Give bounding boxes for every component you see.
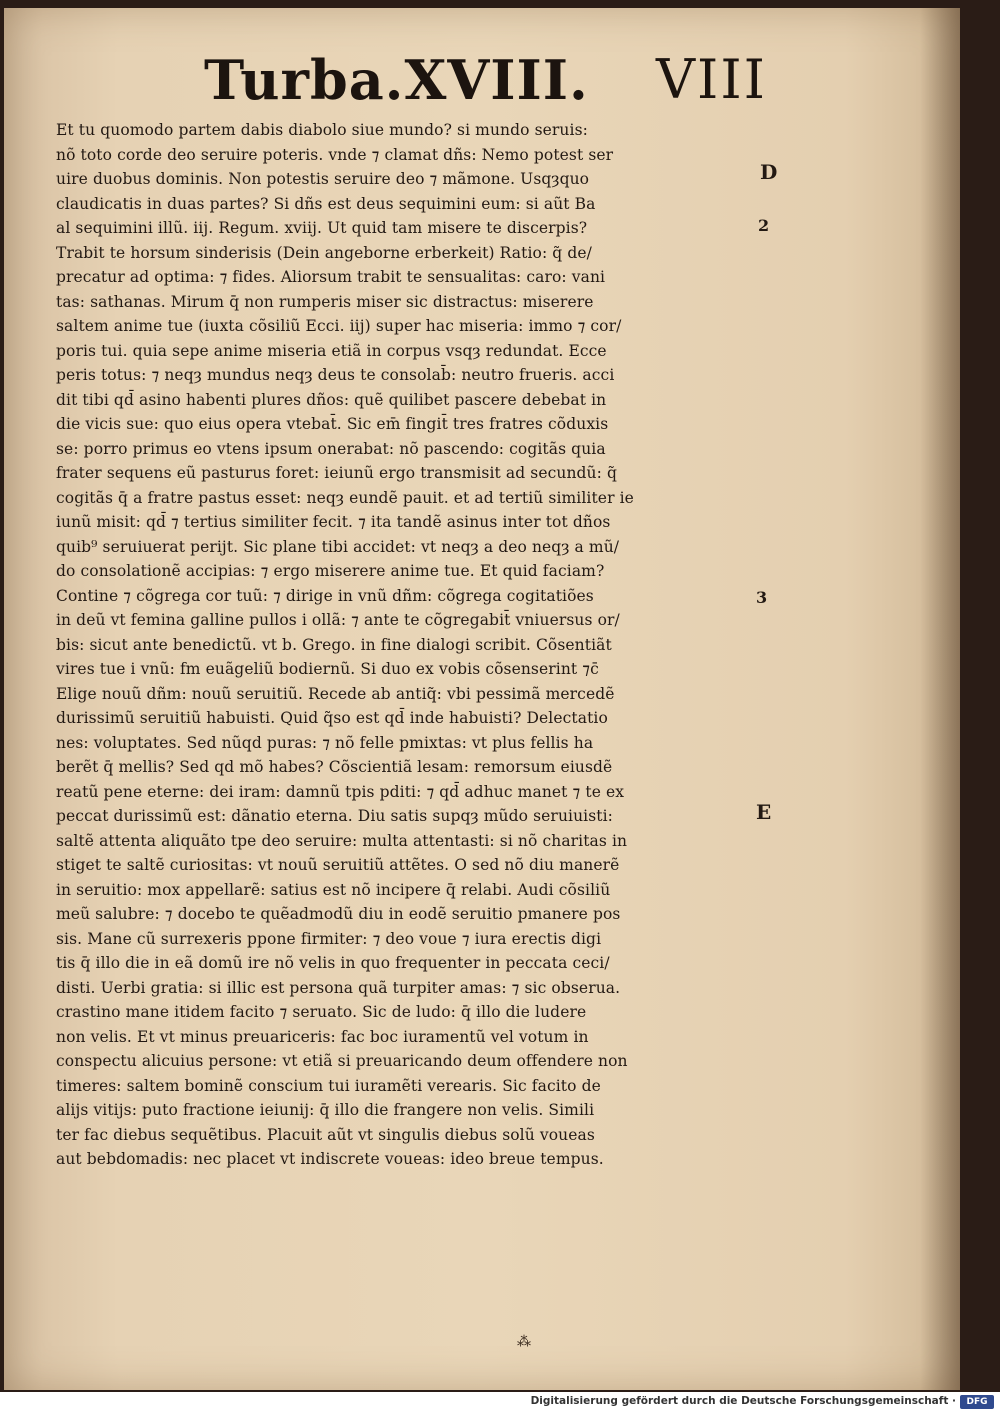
text-line: stiget te saltẽ curiositas: vt nouũ seruitiũ attẽtes. O sed nõ diu manerẽ bbox=[56, 856, 620, 874]
text-line: tis q̄ illo die in eã domũ ire nõ velis in quo frequenter in peccata ceci/ bbox=[56, 954, 610, 972]
text-line: Elige nouũ dñm: nouũ seruitiũ. Recede ab antiq̃: vbi pessimã mercedẽ bbox=[56, 684, 615, 703]
text-line: conspectu alicuius persone: vt etiã si preuaricando deum offendere non bbox=[56, 1052, 628, 1070]
text-line: nes: voluptates. Sed nũqd puras: ⁊ nõ felle pmixtas: vt plus fellis ha bbox=[56, 733, 594, 752]
text-line: aut bebdomadis: nec placet vt indiscrete voueas: ideo breue tempus. bbox=[56, 1150, 604, 1168]
text-line: dit tibi qd̄ asino habenti plures dños: quẽ quilibet pascere debebat in bbox=[56, 390, 607, 409]
text-line: iunũ misit: qd̄ ⁊ tertius similiter fecit. ⁊ ita tandẽ asinus inter tot dños bbox=[56, 513, 611, 531]
marginal-number-2: 2 bbox=[758, 216, 770, 235]
text-line: Contine ⁊ cõgrega cor tuũ: ⁊ dirige in vnũ dñm: cõgrega cogitatiões bbox=[56, 586, 594, 605]
body-text bbox=[56, 118, 756, 1172]
text-line: meũ salubre: ⁊ docebo te quẽadmodũ diu in eodẽ seruitio pmanere pos bbox=[56, 905, 621, 923]
text-line: sis. Mane cũ surrexeris ppone firmiter: ⁊ deo voue ⁊ iura erectis digi bbox=[56, 929, 602, 948]
funding-credit: Digitalisierung gefördert durch die Deutsche Forschungsgemeinschaft · bbox=[530, 1395, 956, 1407]
text-line: in deũ vt femina galline pullos i ollã: ⁊ ante te cõgregabit̄ vniuersus or/ bbox=[56, 611, 620, 629]
folio-number: VIII bbox=[656, 48, 767, 111]
text-line: durissimũ seruitiũ habuisti. Quid q̃so est qd̄ inde habuisti? Delectatio bbox=[56, 709, 608, 727]
dfg-logo-icon: DFG bbox=[960, 1395, 994, 1409]
text-line: ter fac diebus sequẽtibus. Placuit aũt vt singulis diebus solũ voueas bbox=[56, 1125, 595, 1144]
page-header bbox=[204, 48, 767, 118]
text-line: cogitãs q̄ a fratre pastus esset: neqȝ eundẽ pauit. et ad tertiũ similiter ie bbox=[56, 488, 634, 507]
text-line: saltem anime tue (iuxta cõsiliũ Ecci. iij) super hac miseria: immo ⁊ cor/ bbox=[56, 317, 622, 335]
text-line: Trabit te horsum sinderisis (Dein angeborne erberkeit) Ratio: q̃ de/ bbox=[56, 243, 592, 262]
text-line: peris totus: ⁊ neqȝ mundus neqȝ deus te consolab̄: neutro frueris. acci bbox=[56, 366, 615, 384]
text-line: Et tu quomodo partem dabis diabolo siue mundo? si mundo seruis: bbox=[56, 121, 588, 139]
marginal-number-3: 3 bbox=[756, 588, 768, 607]
text-line: nõ toto corde deo seruire poteris. vnde ⁊ clamat dñs: Nemo potest ser bbox=[56, 145, 614, 164]
text-line: uire duobus dominis. Non potestis seruire deo ⁊ mãmone. Usqȝquo bbox=[56, 170, 590, 188]
text-line: non velis. Et vt minus preuariceris: fac boc iuramentũ vel votum in bbox=[56, 1027, 589, 1046]
text-line: alijs vitijs: puto fractione ieiunij: q̄ illo die frangere non velis. Simili bbox=[56, 1101, 595, 1119]
text-line: timeres: saltem bominẽ conscium tui iuramẽti verearis. Sic facito de bbox=[56, 1076, 601, 1095]
text-line: die vicis sue: quo eius opera vtebat̄. Sic em̄ fingit̄ tres fratres cõduxis bbox=[56, 415, 609, 433]
text-line: poris tui. quia sepe anime miseria etiã in corpus vsqȝ redundat. Ecce bbox=[56, 341, 607, 360]
text-line: reatũ pene eterne: dei iram: damnũ tpis pditi: ⁊ qd̄ adhuc manet ⁊ te ex bbox=[56, 782, 625, 801]
text-line: in seruitio: mox appellarẽ: satius est nõ incipere q̄ relabi. Audi cõsiliũ bbox=[56, 880, 611, 899]
text-line: vires tue i vnũ: fm euãgeliũ bodiernũ. Si duo ex vobis cõsenserint ⁊c̄ bbox=[56, 660, 599, 678]
book-page bbox=[4, 8, 960, 1390]
running-title: Turba.XVIII. bbox=[204, 48, 589, 112]
marginal-letter-d: D bbox=[760, 160, 778, 184]
text-line: frater sequens eũ pasturus foret: ieiunũ ergo transmisit ad secundũ: q̃ bbox=[56, 464, 618, 482]
text-line: tas: sathanas. Mirum q̄ non rumperis miser sic distractus: miserere bbox=[56, 292, 594, 311]
text-line: quib⁹ seruiuerat perijt. Sic plane tibi accidet: vt neqȝ a deo neqȝ a mũ/ bbox=[56, 537, 620, 556]
text-line: peccat durissimũ est: dãnatio eterna. Diu satis supqȝ mũdo seruiuisti: bbox=[56, 807, 613, 825]
text-line: do consolationẽ accipias: ⁊ ergo miserere anime tue. Et quid faciam? bbox=[56, 562, 605, 580]
text-line: berẽt q̄ mellis? Sed qd mõ habes? Cõscientiã lesam: remorsum eiusdẽ bbox=[56, 758, 613, 776]
text-line: al sequimini illũ. iij. Regum. xviij. Ut quid tam misere te discerpis? bbox=[56, 219, 588, 237]
marginal-letter-e: E bbox=[756, 800, 772, 824]
text-line: crastino mane itidem facito ⁊ seruato. Sic de ludo: q̄ illo die ludere bbox=[56, 1003, 587, 1021]
signature-mark-icon: ⁂ bbox=[517, 1334, 531, 1350]
text-line: saltẽ attenta aliquãto tpe deo seruire: multa attentasti: si nõ charitas in bbox=[56, 831, 628, 850]
text-line: se: porro primus eo vtens ipsum onerabat: nõ pascendo: cogitãs quia bbox=[56, 439, 606, 458]
footer-bar bbox=[0, 1392, 1000, 1413]
text-line: claudicatis in duas partes? Si dñs est deus sequimini eum: si aũt Ba bbox=[56, 194, 596, 213]
page-gutter-shadow bbox=[920, 8, 960, 1390]
text-line: bis: sicut ante benedictũ. vt b. Grego. in fine dialogi scribit. Cõsentiãt bbox=[56, 635, 612, 654]
text-line: disti. Uerbi gratia: si illic est persona quã turpiter amas: ⁊ sic obserua. bbox=[56, 978, 621, 997]
text-line: precatur ad optima: ⁊ fides. Aliorsum trabit te sensualitas: caro: vani bbox=[56, 268, 606, 286]
